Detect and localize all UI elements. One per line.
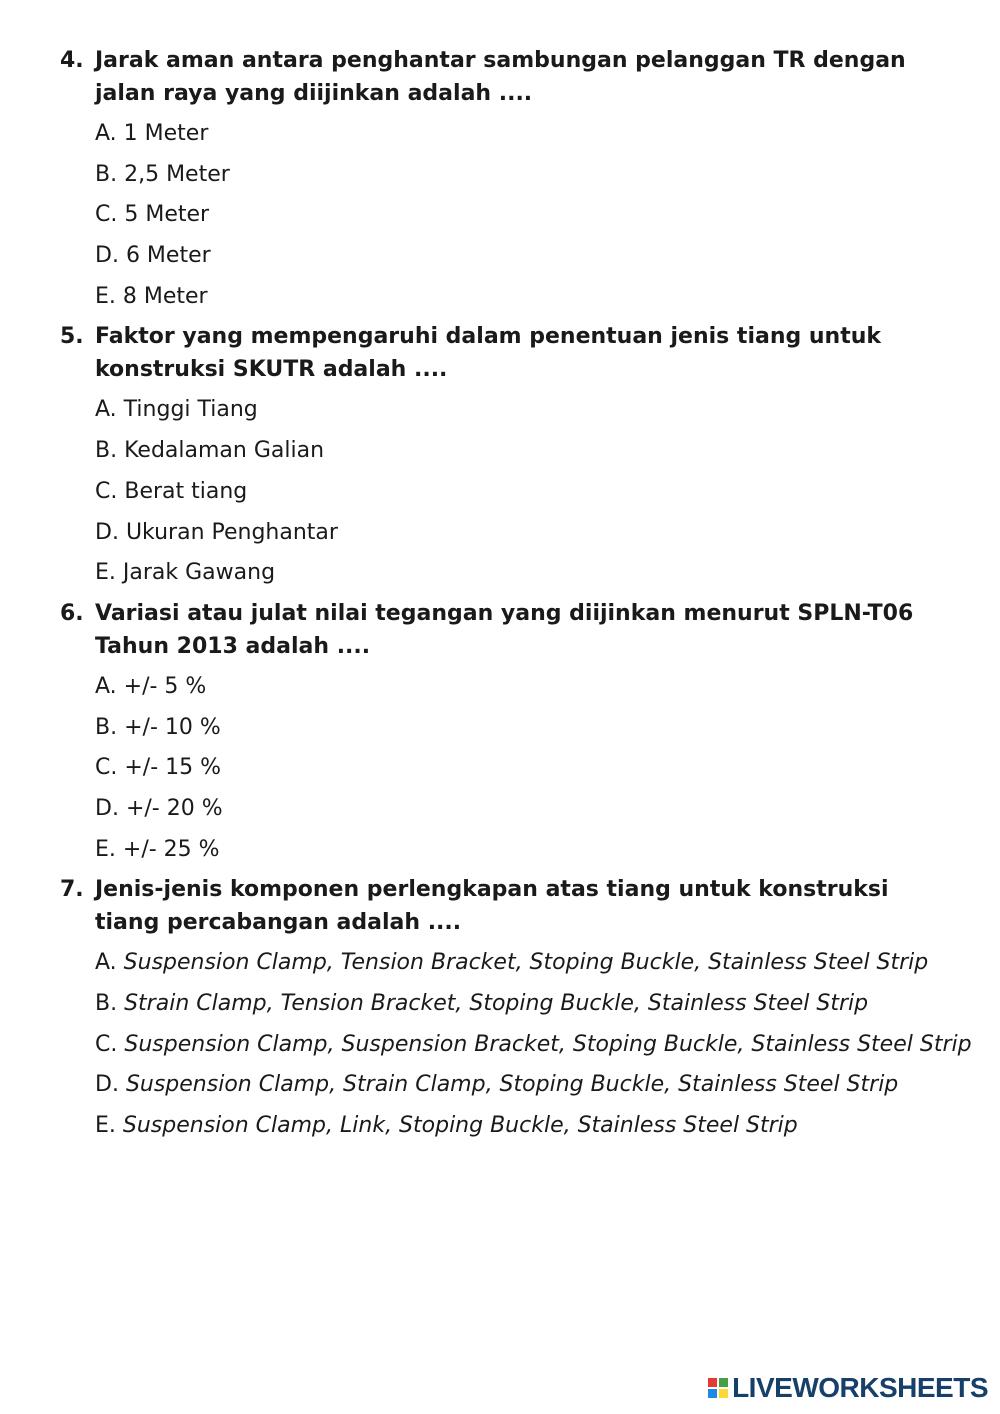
- option-letter: D.: [95, 243, 126, 269]
- option-text: 6 Meter: [125, 243, 211, 269]
- option-e[interactable]: [95, 833, 960, 866]
- worksheet: [0, 44, 1000, 1150]
- option-letter: C.: [95, 202, 125, 228]
- option-c[interactable]: [95, 198, 960, 231]
- option-text: Jarak Gawang: [122, 560, 276, 586]
- option-text: Strain Clamp, Tension Bracket, Stoping Buckle, Stainless Steel Strip: [124, 991, 869, 1016]
- question-text: Faktor yang mempengaruhi dalam penentuan jenis tiang untuk konstruksi SKUTR adalah ....: [95, 324, 882, 383]
- logo-square-red: [708, 1378, 717, 1387]
- option-text: Ukuran Penghantar: [125, 519, 338, 545]
- option-letter: B.: [95, 438, 125, 464]
- option-letter: A.: [95, 121, 124, 146]
- logo-text: LIVEWORKSHEETS: [732, 1372, 988, 1403]
- option-letter: A.: [95, 397, 124, 423]
- option-e[interactable]: [95, 280, 960, 313]
- question-text: Variasi atau julat nilai tegangan yang diijinkan menurut SPLN-T06 Tahun 2013 adalah ....: [95, 600, 914, 659]
- liveworksheets-logo: [708, 1370, 988, 1406]
- option-letter: D.: [95, 795, 126, 821]
- logo-square-yellow: [719, 1389, 728, 1398]
- option-text: 1 Meter: [123, 121, 209, 146]
- option-a[interactable]: [95, 393, 960, 426]
- logo-icon: [708, 1378, 728, 1398]
- option-letter: A.: [95, 950, 124, 976]
- question-4: [0, 44, 1000, 313]
- option-letter: D.: [95, 519, 126, 545]
- option-text: +/- 15 %: [124, 755, 222, 781]
- option-text: 8 Meter: [122, 283, 208, 309]
- option-text: +/- 20 %: [125, 795, 223, 821]
- question-6: [0, 597, 1000, 866]
- option-a[interactable]: [95, 117, 960, 150]
- options-list: [95, 110, 960, 313]
- option-a[interactable]: [95, 946, 960, 979]
- question-number: 6.: [60, 600, 84, 626]
- option-letter: E.: [95, 560, 123, 586]
- option-letter: B.: [95, 714, 125, 740]
- option-d[interactable]: [95, 1068, 960, 1101]
- option-c[interactable]: [95, 751, 960, 784]
- option-letter: B.: [95, 991, 125, 1016]
- question-text: Jarak aman antara penghantar sambungan pelanggan TR dengan jalan raya yang diijinkan adalah ....: [95, 48, 906, 106]
- question-number: 5.: [60, 324, 84, 350]
- option-text: Suspension Clamp, Tension Bracket, Stoping Buckle, Stainless Steel Strip: [123, 950, 929, 976]
- option-letter: C.: [95, 755, 125, 781]
- option-c[interactable]: [95, 1028, 972, 1061]
- option-text: +/- 25 %: [122, 836, 220, 862]
- option-letter: E.: [95, 836, 123, 862]
- option-text: +/- 5 %: [123, 673, 207, 699]
- option-text: Berat tiang: [124, 478, 248, 504]
- options-list: [95, 386, 960, 589]
- option-e[interactable]: [95, 1109, 960, 1142]
- option-b[interactable]: [95, 711, 960, 744]
- question-7: [0, 873, 1000, 1142]
- option-e[interactable]: [95, 556, 960, 589]
- question-number: 7.: [60, 877, 84, 903]
- option-d[interactable]: [95, 516, 960, 549]
- option-letter: D.: [95, 1072, 126, 1098]
- option-b[interactable]: [95, 434, 960, 467]
- options-list: [95, 663, 960, 866]
- option-text: Suspension Clamp, Link, Stoping Buckle, Stainless Steel Strip: [122, 1113, 798, 1139]
- option-text: Kedalaman Galian: [124, 438, 325, 464]
- question-5: [0, 320, 1000, 589]
- options-list: [95, 939, 972, 1142]
- option-c[interactable]: [95, 475, 960, 508]
- option-d[interactable]: [95, 792, 960, 825]
- option-letter: E.: [95, 1113, 123, 1139]
- option-letter: C.: [95, 1031, 125, 1057]
- option-b[interactable]: [95, 987, 960, 1020]
- logo-square-blue: [708, 1389, 717, 1398]
- option-letter: C.: [95, 478, 125, 504]
- option-a[interactable]: [95, 670, 960, 703]
- question-number: 4.: [60, 48, 84, 73]
- option-text: Suspension Clamp, Strain Clamp, Stoping Buckle, Stainless Steel Strip: [125, 1072, 899, 1098]
- logo-square-green: [719, 1378, 728, 1387]
- option-d[interactable]: [95, 239, 960, 272]
- option-b[interactable]: [95, 158, 960, 191]
- option-text: Tinggi Tiang: [123, 397, 258, 423]
- option-letter: E.: [95, 283, 123, 309]
- option-text: 5 Meter: [124, 202, 210, 228]
- option-letter: B.: [95, 161, 125, 187]
- option-text: 2,5 Meter: [124, 161, 230, 187]
- option-letter: A.: [95, 673, 124, 699]
- option-text: Suspension Clamp, Suspension Bracket, Stoping Buckle, Stainless Steel Strip: [124, 1031, 972, 1057]
- question-text: Jenis-jenis komponen perlengkapan atas tiang untuk konstruksi tiang percabangan adalah ....: [95, 877, 889, 936]
- option-text: +/- 10 %: [124, 714, 221, 740]
